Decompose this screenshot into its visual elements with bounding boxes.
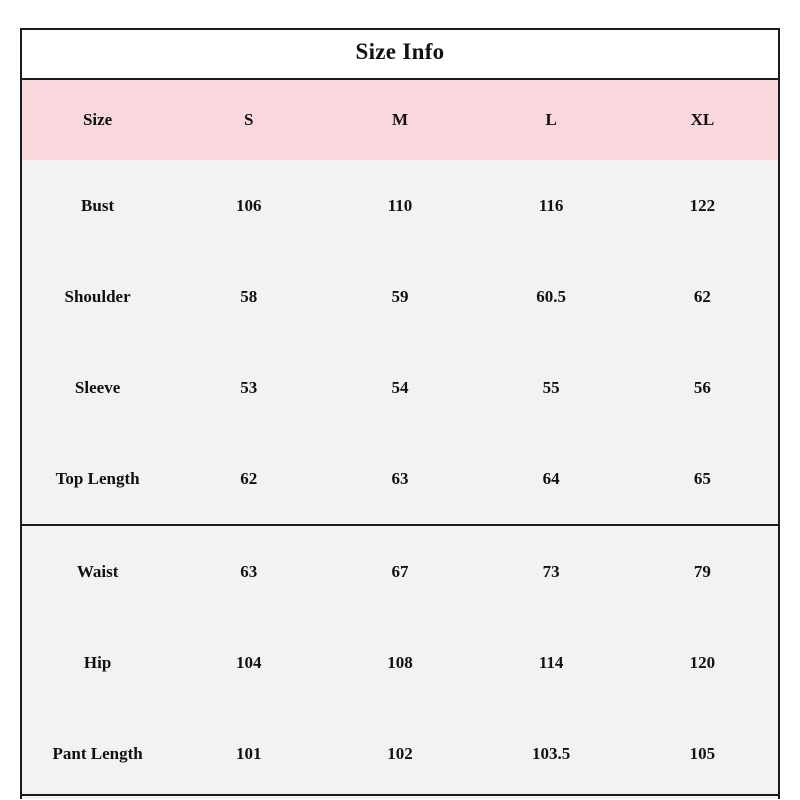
- cell-value: 114: [476, 617, 627, 708]
- cell-value: 60.5: [476, 251, 627, 342]
- column-header-xl: XL: [627, 79, 778, 160]
- cell-value: 58: [173, 251, 324, 342]
- table-row: [22, 160, 778, 251]
- table-row: [22, 617, 778, 708]
- table-row: [22, 433, 778, 525]
- cell-value: 62: [173, 433, 324, 525]
- row-label: Waist: [22, 525, 173, 617]
- cell-value: 108: [324, 617, 475, 708]
- table-title-row: [22, 30, 778, 79]
- cell-value: 56: [627, 342, 778, 433]
- row-label: Pant Length: [22, 708, 173, 799]
- cell-value: 59: [324, 251, 475, 342]
- cell-value: 73: [476, 525, 627, 617]
- column-header-s: S: [173, 79, 324, 160]
- cell-value: 105: [627, 708, 778, 799]
- cell-value: 106: [173, 160, 324, 251]
- cell-value: 67: [324, 525, 475, 617]
- cell-value: 54: [324, 342, 475, 433]
- row-label: Shoulder: [22, 251, 173, 342]
- cell-value: 65: [627, 433, 778, 525]
- cell-value: 62: [627, 251, 778, 342]
- table-header-row: [22, 79, 778, 160]
- table-bottom-padding: [20, 770, 780, 794]
- size-info-table: [22, 30, 778, 799]
- cell-value: 102: [324, 708, 475, 799]
- cell-value: 101: [173, 708, 324, 799]
- row-label: Hip: [22, 617, 173, 708]
- row-label: Top Length: [22, 433, 173, 525]
- column-header-size: Size: [22, 79, 173, 160]
- cell-value: 53: [173, 342, 324, 433]
- cell-value: 122: [627, 160, 778, 251]
- cell-value: 63: [173, 525, 324, 617]
- table-row: [22, 342, 778, 433]
- page-title: Size Info: [22, 30, 778, 79]
- cell-value: 64: [476, 433, 627, 525]
- cell-value: 79: [627, 525, 778, 617]
- cell-value: 63: [324, 433, 475, 525]
- cell-value: 55: [476, 342, 627, 433]
- table-bottom-border: [20, 794, 780, 796]
- table-row: [22, 251, 778, 342]
- cell-value: 110: [324, 160, 475, 251]
- cell-value: 103.5: [476, 708, 627, 799]
- column-header-l: L: [476, 79, 627, 160]
- size-info-table-container: [20, 28, 780, 799]
- row-label: Bust: [22, 160, 173, 251]
- row-label: Sleeve: [22, 342, 173, 433]
- column-header-m: M: [324, 79, 475, 160]
- cell-value: 116: [476, 160, 627, 251]
- cell-value: 104: [173, 617, 324, 708]
- cell-value: 120: [627, 617, 778, 708]
- table-row: [22, 525, 778, 617]
